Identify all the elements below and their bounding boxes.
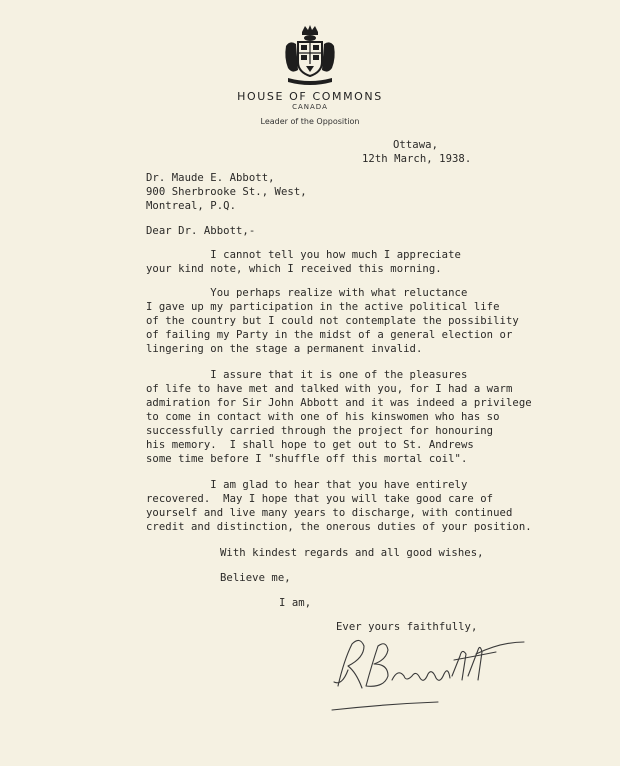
closing-believe: Believe me, — [220, 572, 291, 584]
closing-i-am: I am, — [279, 597, 312, 609]
body-line: You perhaps realize with what reluctance — [146, 287, 468, 299]
body-line: recovered. May I hope that you will take good care of — [146, 493, 494, 505]
body-line: lingering on the stage a permanent invalid. — [146, 343, 423, 355]
letterhead-title: HOUSE OF COMMONS — [237, 90, 383, 103]
body-line: credit and distinction, the onerous duties of your position. — [146, 521, 532, 533]
recipient-street: 900 Sherbrooke St., West, — [146, 186, 307, 198]
body-line: I am glad to hear that you have entirely — [146, 479, 468, 491]
body-line: to come in contact with one of his kinswomen who has so — [146, 411, 500, 423]
canada-coat-of-arms-icon — [280, 24, 340, 86]
body-line: your kind note, which I received this morning. — [146, 263, 442, 275]
letterhead-office: Leader of the Opposition — [260, 117, 360, 126]
body-line: of failing my Party in the midst of a general election or — [146, 329, 513, 341]
body-line: I assure that it is one of the pleasures — [146, 369, 468, 381]
salutation: Dear Dr. Abbott,- — [146, 225, 256, 237]
body-line: admiration for Sir John Abbott and it was indeed a privilege — [146, 397, 532, 409]
body-line: of the country but I could not contemplate the possibility — [146, 315, 519, 327]
body-line: I gave up my participation in the active political life — [146, 301, 500, 313]
body-line: some time before I "shuffle off this mortal coil". — [146, 453, 468, 465]
body-line: I cannot tell you how much I appreciate — [146, 249, 461, 261]
body-line: yourself and live many years to discharge, with continued — [146, 507, 513, 519]
date-place: Ottawa, — [393, 139, 438, 151]
recipient-name: Dr. Maude E. Abbott, — [146, 172, 275, 184]
body-line: his memory. I shall hope to get out to St. Andrews — [146, 439, 474, 451]
recipient-city: Montreal, P.Q. — [146, 200, 236, 212]
closing-regards: With kindest regards and all good wishes, — [220, 547, 484, 559]
date-line: 12th March, 1938. — [362, 153, 472, 165]
letterhead-country: CANADA — [292, 103, 328, 111]
handwritten-signature-icon — [326, 630, 536, 715]
body-line: of life to have met and talked with you, for I had a warm — [146, 383, 513, 395]
closing-yours: Ever yours faithfully, — [336, 621, 478, 633]
body-line: successfully carried through the project for honouring — [146, 425, 494, 437]
